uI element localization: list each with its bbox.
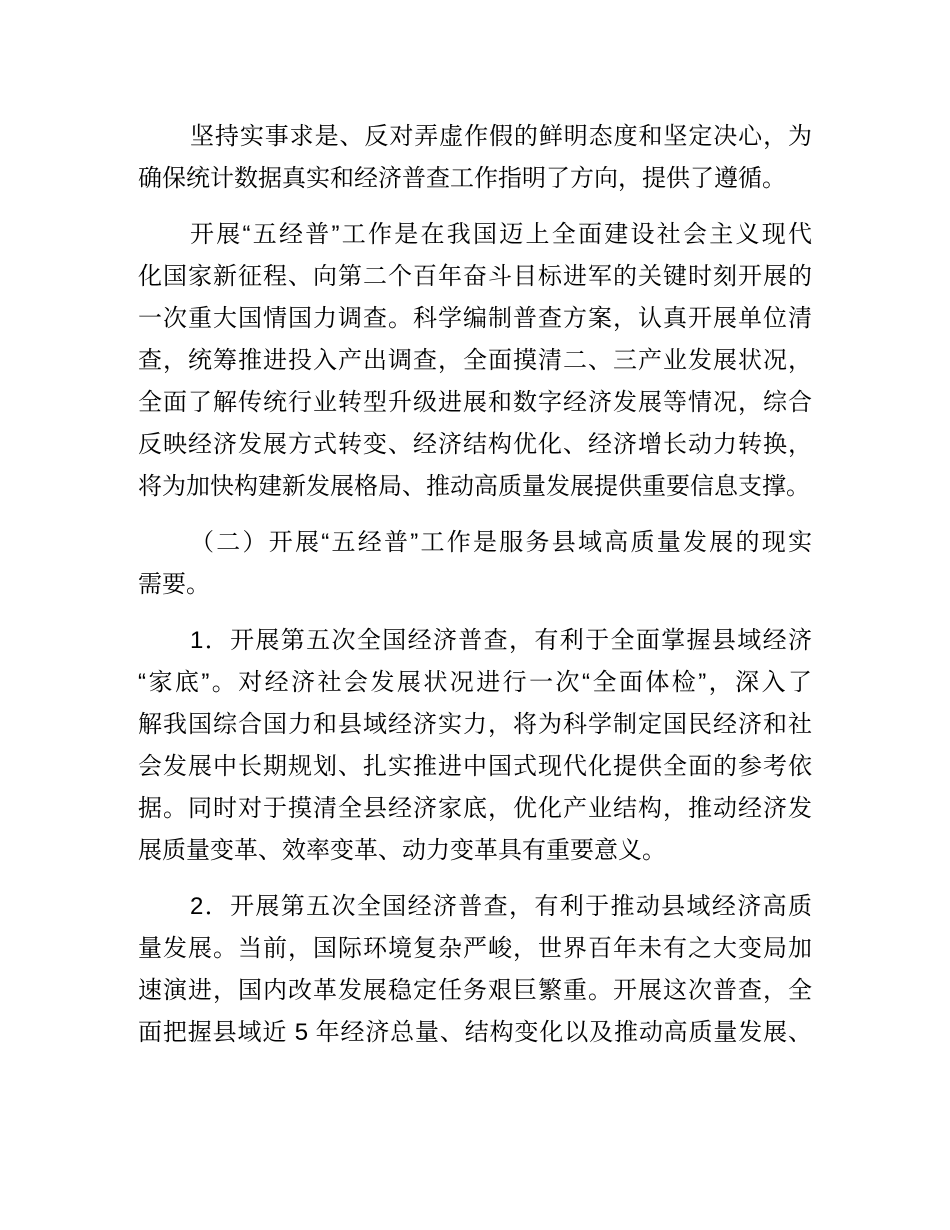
paragraph-1 [138,116,812,200]
text-line: 速演进，国内改革发展稳定任务艰巨繁重。开展这次普查，全 [138,977,812,1004]
text-line: 全面了解传统行业转型升级进展和数字经济发展等情况，综合 [138,389,812,416]
text-line: 量发展。当前，国际环境复杂严峻，世界百年未有之大变局加 [138,935,812,962]
text-line: 会发展中长期规划、扎实推进中国式现代化提供全面的参考依 [138,753,812,780]
text-line: 化国家新征程、向第二个百年奋斗目标进军的关键时刻开展的 [138,263,812,290]
text-line: “家底”。对经济社会发展状况进行一次“全面体检”，深入了 [138,669,812,696]
text-line: 坚持实事求是、反对弄虚作假的鲜明态度和坚定决心，为 [190,123,812,150]
text-line: 开展“五经普”工作是在我国迈上全面建设社会主义现代 [190,221,812,248]
paragraph-2 [138,214,812,508]
text-line: 据。同时对于摸清全县经济家底，优化产业结构，推动经济发 [138,795,812,822]
document-page [138,116,812,1054]
section-subheading [138,522,812,606]
text-line: 2．开展第五次全国经济普查，有利于推动县域经济高质 [190,893,812,920]
text-line: 展质量变革、效率变革、动力变革具有重要意义。 [138,837,666,864]
text-line: 查，统筹推进投入产出调查，全面摸清二、三产业发展状况， [138,347,812,374]
text-line: 反映经济发展方式转变、经济结构优化、经济增长动力转换， [138,431,812,458]
text-line: （二）开展“五经普”工作是服务县域高质量发展的现实 [190,529,812,556]
text-line: 将为加快构建新发展格局、推动高质量发展提供重要信息支撑。 [138,473,810,500]
text-line: 解我国综合国力和县域经济实力，将为科学制定国民经济和社 [138,711,812,738]
numbered-point-2 [138,886,812,1054]
numbered-point-1 [138,620,812,872]
text-line: 1．开展第五次全国经济普查，有利于全面掌握县域经济 [190,627,812,654]
text-line: 需要。 [138,571,210,598]
text-line: 面把握县域近 5 年经济总量、结构变化以及推动高质量发展、 [138,1019,812,1046]
text-line: 一次重大国情国力调查。科学编制普查方案，认真开展单位清 [138,305,812,332]
text-line: 确保统计数据真实和经济普查工作指明了方向，提供了遵循。 [138,165,786,192]
